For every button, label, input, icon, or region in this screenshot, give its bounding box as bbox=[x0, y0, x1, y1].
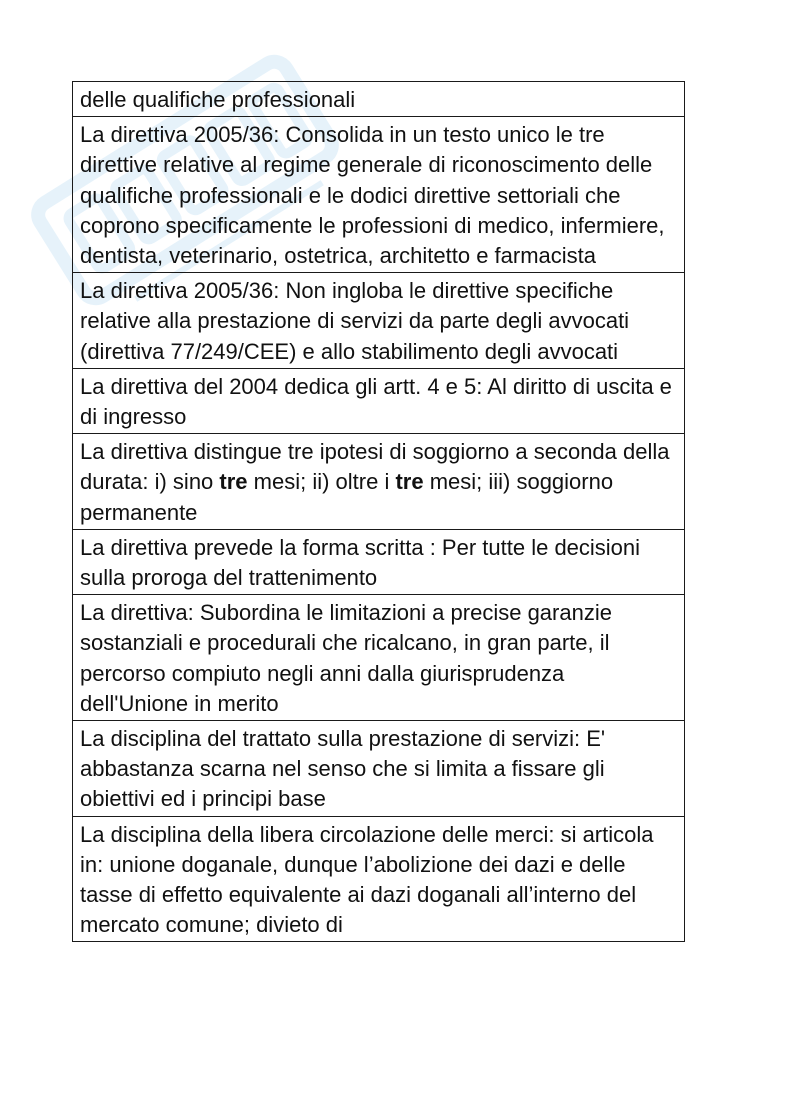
cell-text: La direttiva distingue tre ipotesi di soggiorno a seconda della durata: i) sino bbox=[80, 439, 670, 495]
table-cell: La direttiva 2005/36: Consolida in un testo unico le tre direttive relative al regime generale di riconoscimento delle qualifiche professionali e le dodici direttive settoriali che coprono specificamente le professioni di medico, infermiere, dentista, veterinario, ostetrica, architetto e farmacista bbox=[73, 117, 685, 273]
table-cell: La direttiva 2005/36: Non ingloba le direttive specifiche relative alla prestazione di servizi da parte degli avvocati (direttiva 77/249/CEE) e allo stabilimento degli avvocati bbox=[73, 273, 685, 369]
table-cell bbox=[73, 434, 685, 530]
table-row bbox=[73, 117, 685, 273]
table-row bbox=[73, 721, 685, 817]
table-row bbox=[73, 529, 685, 594]
cell-text: mesi; iii) soggiorno permanente bbox=[80, 469, 614, 525]
table-cell: La direttiva: Subordina le limitazioni a precise garanzie sostanziali e procedurali che ricalcano, in gran parte, il percorso compiuto negli anni dalla giurisprudenza dell'Unione in merito bbox=[73, 595, 685, 721]
table-row bbox=[73, 816, 685, 942]
table-row bbox=[73, 595, 685, 721]
bold-text: tre bbox=[395, 469, 424, 495]
table-cell: delle qualifiche professionali bbox=[73, 82, 685, 117]
table-cell: La direttiva del 2004 dedica gli artt. 4 e 5: Al diritto di uscita e di ingresso bbox=[73, 368, 685, 433]
qa-table bbox=[72, 81, 685, 942]
table-cell: La disciplina del trattato sulla prestazione di servizi: E' abbastanza scarna nel senso che si limita a fissare gli obiettivi ed i principi base bbox=[73, 721, 685, 817]
cell-text: mesi; ii) oltre i bbox=[247, 469, 396, 495]
bold-text: tre bbox=[219, 469, 248, 495]
table-row bbox=[73, 82, 685, 117]
table-cell: La direttiva prevede la forma scritta : Per tutte le decisioni sulla proroga del trattenimento bbox=[73, 529, 685, 594]
table-row bbox=[73, 368, 685, 433]
table-row bbox=[73, 273, 685, 369]
table-cell: La disciplina della libera circolazione delle merci: si articola in: unione doganale, dunque l’abolizione dei dazi e delle tasse di effetto equivalente ai dazi doganali all’interno del mercato comune; divieto di bbox=[73, 816, 685, 942]
table-row bbox=[73, 434, 685, 530]
